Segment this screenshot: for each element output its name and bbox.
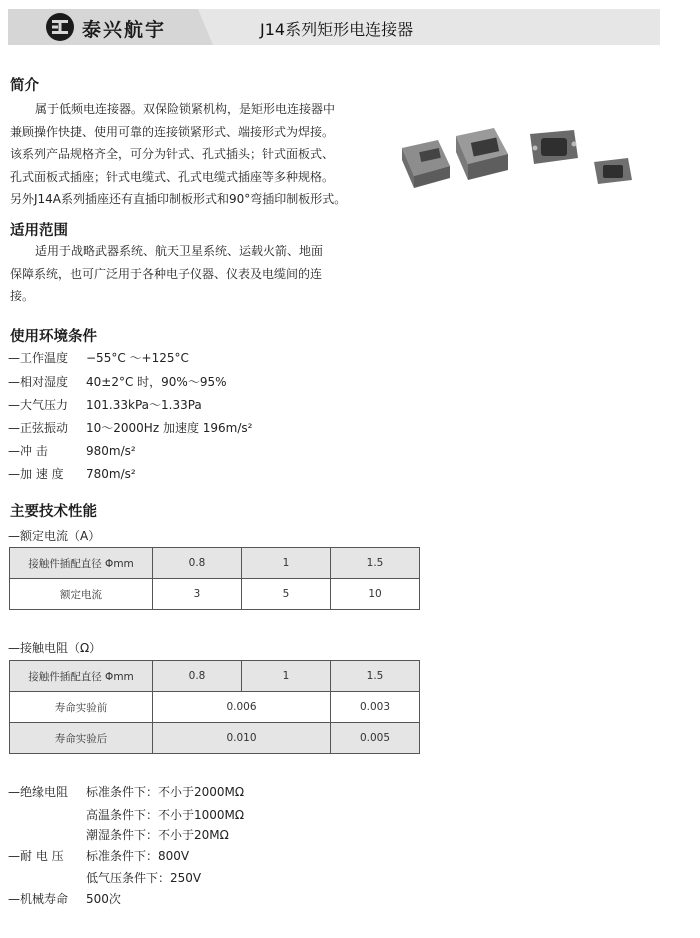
scope-heading: 适用范围	[10, 223, 68, 239]
company-logo-icon	[45, 12, 75, 42]
scope-line: 保障系统，也可广泛用于各种电子仪器、仪表及电缆间的连	[10, 266, 323, 281]
table-cell: 3	[153, 579, 242, 610]
connector-plug-1	[402, 140, 450, 188]
table-cell: 寿命实验后	[10, 723, 153, 754]
env-value: −55°C ～+125°C	[86, 351, 189, 365]
life-value: 500次	[86, 892, 121, 906]
scope-paragraph	[10, 240, 370, 308]
table-cell: 1.5	[331, 548, 420, 579]
table-row	[10, 692, 420, 723]
voltage-line: 低气压条件下：250V	[86, 871, 202, 885]
env-label: —相对湿度	[8, 375, 69, 389]
env-row-acceleration	[8, 465, 136, 482]
resistance-caption: —接触电阻（Ω）	[8, 641, 102, 655]
environment-heading: 使用环境条件	[10, 329, 97, 345]
connector-plug-2	[456, 128, 508, 180]
current-table	[9, 547, 420, 610]
table-cell: 0.005	[331, 723, 420, 754]
header-band	[8, 9, 660, 45]
voltage-line: 标准条件下：800V	[86, 849, 190, 863]
table-cell: 1	[242, 661, 331, 692]
env-value: 101.33kPa～1.33Pa	[86, 398, 202, 412]
env-row-pressure	[8, 396, 202, 413]
env-label: —工作温度	[8, 351, 69, 365]
table-cell: 5	[242, 579, 331, 610]
product-photo	[398, 118, 648, 198]
intro-heading: 简介	[10, 78, 39, 94]
insulation-line: 标准条件下：不小于2000MΩ	[86, 785, 245, 799]
env-label: —冲 击	[8, 444, 48, 458]
performance-heading: 主要技术性能	[10, 504, 97, 520]
env-row-shock	[8, 442, 136, 459]
insulation-line: 高温条件下：不小于1000MΩ	[86, 808, 245, 822]
resistance-table	[9, 660, 420, 754]
table-cell: 寿命实验前	[10, 692, 153, 723]
table-cell: 接触件插配直径 Φmm	[10, 548, 153, 579]
env-value: 10～2000Hz 加速度 196m/s²	[86, 421, 253, 435]
scope-line: 接。	[10, 289, 35, 303]
table-cell: 0.8	[153, 661, 242, 692]
table-cell: 0.010	[153, 723, 331, 754]
intro-line: 属于低频电连接器。双保险锁紧机构，是矩形电连接器中	[35, 102, 336, 116]
voltage-label: —耐 电 压	[8, 849, 64, 863]
table-row	[10, 661, 420, 692]
brand-name: 泰兴航宇	[82, 19, 167, 41]
intro-line: 孔式面板式插座；针式电缆式、孔式电缆式插座等多种规格。	[10, 169, 335, 184]
insulation-label: —绝缘电阻	[8, 785, 69, 799]
table-row	[10, 548, 420, 579]
table-row	[10, 579, 420, 610]
env-row-temperature	[8, 349, 189, 366]
env-row-vibration	[8, 419, 252, 436]
table-row	[10, 723, 420, 754]
scope-line: 适用于战略武器系统、航天卫星系统、运载火箭、地面	[35, 244, 324, 258]
table-cell: 0.8	[153, 548, 242, 579]
intro-line: 该系列产品规格齐全，可分为针式、孔式插头；针式面板式、	[10, 147, 335, 161]
life-label: —机械寿命	[8, 892, 69, 906]
table-cell: 接触件插配直径 Φmm	[10, 661, 153, 692]
intro-line: 兼顾操作快捷、使用可靠的连接锁紧形式、端接形式为焊接。	[10, 124, 335, 139]
env-value: 980m/s²	[86, 444, 136, 458]
current-caption: —额定电流（A）	[8, 529, 101, 543]
env-value: 40±2°C 时，90%～95%	[86, 375, 227, 389]
table-cell: 1	[242, 548, 331, 579]
table-cell: 额定电流	[10, 579, 153, 610]
env-row-humidity	[8, 373, 227, 390]
connector-socket-large	[530, 130, 578, 164]
table-cell: 1.5	[331, 661, 420, 692]
env-label: —加 速 度	[8, 467, 64, 481]
insulation-line: 潮湿条件下：不小于20MΩ	[86, 828, 229, 842]
table-cell: 10	[331, 579, 420, 610]
intro-line: 另外J14A系列插座还有直插印制板形式和90°弯插印制板形式。	[10, 192, 347, 206]
table-cell: 0.003	[331, 692, 420, 723]
document-title: J14系列矩形电连接器	[260, 20, 414, 39]
env-label: —正弦振动	[8, 421, 69, 435]
env-label: —大气压力	[8, 398, 69, 412]
table-cell: 0.006	[153, 692, 331, 723]
env-value: 780m/s²	[86, 467, 136, 481]
intro-paragraph	[10, 98, 390, 211]
connector-socket-small	[594, 158, 632, 184]
